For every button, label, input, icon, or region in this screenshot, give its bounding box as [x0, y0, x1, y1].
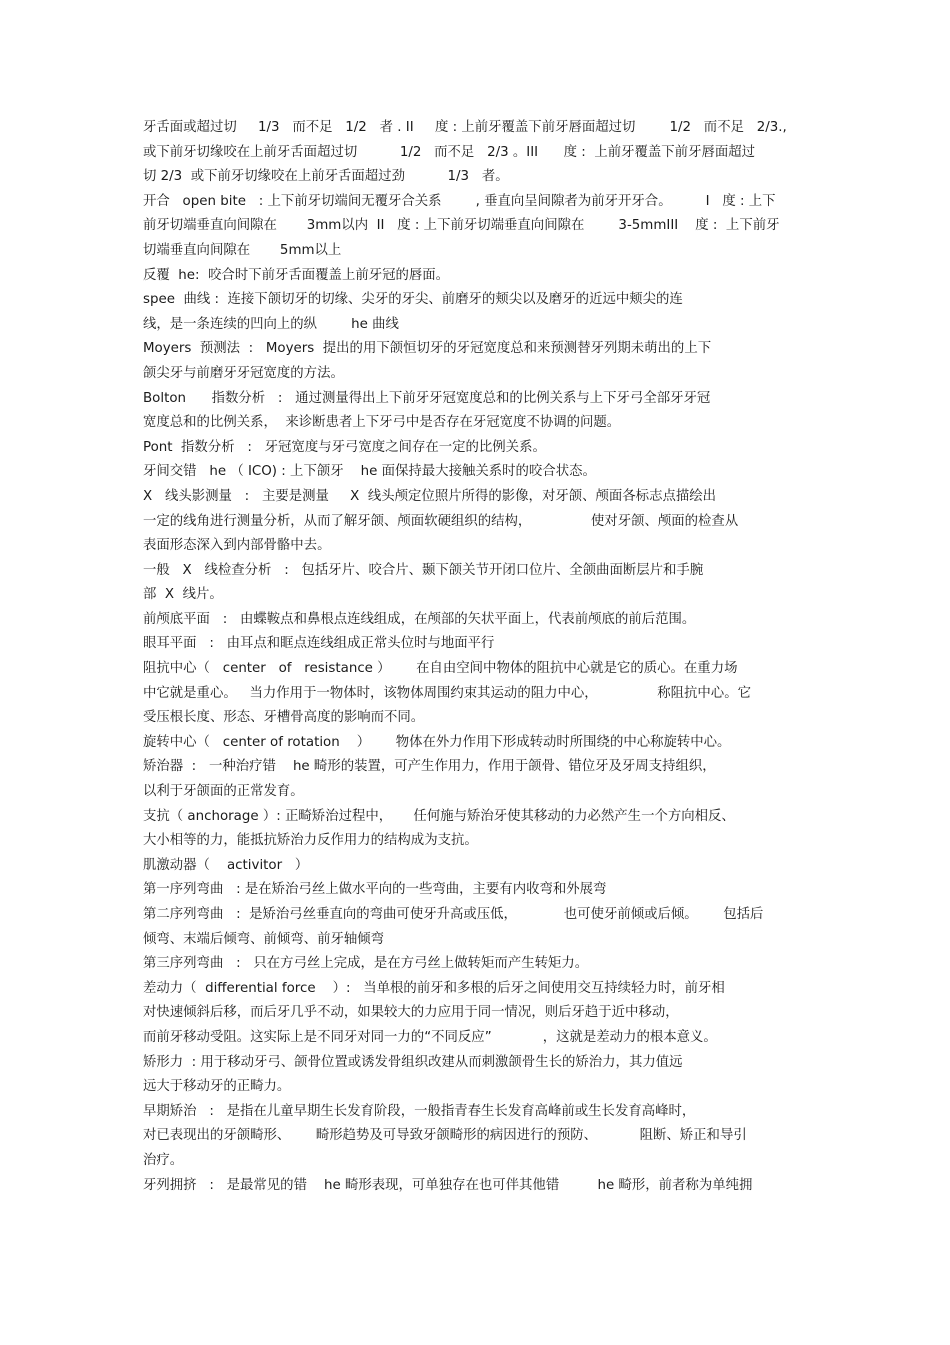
- text-line: 眼耳平面 : 由耳点和眶点连线组成正常头位时与地面平行: [143, 636, 495, 652]
- text-line: 第一序列弯曲 : 是在矫治弓丝上做水平向的一些弯曲，主要有内收弯和外展弯: [143, 882, 607, 898]
- text-line: Pont 指数分析 : 牙冠宽度与牙弓宽度之间存在一定的比例关系。: [143, 439, 546, 455]
- paragraph: [143, 116, 811, 190]
- text-line: 远大于移动牙的正畸力。: [143, 1079, 291, 1095]
- paragraph: [143, 854, 811, 879]
- text-line: 大小相等的力，能抵抗矫治力反作用力的结构成为支抗。: [143, 833, 478, 849]
- text-line: 切 2/3 或下前牙切缘咬在上前牙舌面超过劲 1/3 者。: [143, 169, 509, 185]
- paragraph: [143, 755, 811, 804]
- paragraph: [143, 559, 811, 608]
- text-line: 宽度总和的比例关系， 来诊断患者上下牙弓中是否存在牙冠宽度不协调的问题。: [143, 415, 621, 431]
- text-line: 肌激动器（ activitor ）: [143, 857, 309, 873]
- paragraph: [143, 485, 811, 559]
- paragraph: [143, 903, 811, 952]
- text-line: 表面形态深入到内部骨骼中去。: [143, 538, 331, 554]
- text-line: 切端垂直向间隙在 5mm以上: [143, 242, 342, 258]
- text-line: spee 曲线 : 连接下颌切牙的切缘、尖牙的牙尖、前磨牙的颊尖以及磨牙的近远中颊尖的连: [143, 292, 683, 308]
- text-line: 矫治器 : 一种治疗错 he 畸形的装置，可产生作用力，作用于颌骨、错位牙及牙周支持组织，: [143, 759, 716, 775]
- text-line: 牙间交错 he （ ICO) : 上下颌牙 he 面保持最大接触关系时的咬合状态。: [143, 464, 596, 480]
- text-line: 线，是一条连续的凹向上的纵 he 曲线: [143, 316, 399, 332]
- text-line: 阻抗中心（ center of resistance ） 在自由空间中物体的阻抗中心就是它的质心。在重力场: [143, 661, 738, 677]
- paragraph: [143, 288, 811, 337]
- paragraph: [143, 1051, 811, 1100]
- text-line: X 线头影测量 : 主要是测量 X 线头颅定位照片所得的影像，对牙颌、颅面各标志点描绘出: [143, 488, 717, 504]
- text-line: 反覆 he: 咬合时下前牙舌面覆盖上前牙冠的唇面。: [143, 267, 450, 283]
- text-line: 早期矫治 : 是指在儿童早期生长发育阶段，一般指青春生长发育高峰前或生长发育高峰时，: [143, 1103, 696, 1119]
- paragraph: [143, 878, 811, 903]
- text-line: 开合 open bite : 上下前牙切端间无覆牙合关系 , 垂直向呈间隙者为前牙开牙合。 I 度 : 上下: [143, 193, 776, 209]
- paragraph: [143, 387, 811, 436]
- paragraph: [143, 1100, 811, 1174]
- text-line: 中它就是重心。 当力作用于一物体时，该物体周围约束其运动的阻力中心， 称阻抗中心。它: [143, 685, 751, 701]
- paragraph: [143, 436, 811, 461]
- paragraph: [143, 977, 811, 1051]
- text-line: 一般 X 线检查分析 : 包括牙片、咬合片、颞下颌关节开闭口位片、全颌曲面断层片和手腕: [143, 562, 704, 578]
- text-line: 倾弯、末端后倾弯、前倾弯、前牙轴倾弯: [143, 931, 385, 947]
- text-line: 旋转中心（ center of rotation ） 物体在外力作用下形成转动时所围绕的中心称旋转中心。: [143, 734, 731, 750]
- document-body: [143, 116, 811, 1198]
- paragraph: [143, 657, 811, 731]
- paragraph: [143, 608, 811, 633]
- paragraph: [143, 632, 811, 657]
- text-line: Moyers 预测法 : Moyers 提出的用下颌恒切牙的牙冠宽度总和来预测替牙列期未萌出的上下: [143, 341, 712, 357]
- paragraph: [143, 1174, 811, 1199]
- paragraph: [143, 952, 811, 977]
- text-line: 部 X 线片。: [143, 587, 223, 603]
- text-line: 或下前牙切缘咬在上前牙舌面超过切 1/2 而不足 2/3 。III 度 : 上前牙覆盖下前牙唇面超过: [143, 144, 756, 160]
- text-line: 以利于牙颌面的正常发育。: [143, 784, 304, 800]
- text-line: 第二序列弯曲 : 是矫治弓丝垂直向的弯曲可使牙升高或压低， 也可使牙前倾或后倾。 包括后: [143, 907, 764, 922]
- text-line: 对快速倾斜后移，而后牙几乎不动，如果较大的力应用于同一情况，则后牙趋于近中移动，: [143, 1005, 679, 1021]
- paragraph: [143, 731, 811, 756]
- text-line: 前牙切端垂直向间隙在 3mm以内 II 度 : 上下前牙切端垂直向间隙在 3-5mmIII 度 : 上下前牙: [143, 218, 780, 234]
- text-line: 牙列拥挤 : 是最常见的错 he 畸形表现，可单独存在也可伴其他错 he 畸形，前者称为单纯拥: [143, 1177, 753, 1193]
- text-line: 前颅底平面 : 由蝶鞍点和鼻根点连线组成，在颅部的矢状平面上，代表前颅底的前后范围。: [143, 611, 696, 627]
- text-line: 治疗。: [143, 1152, 184, 1168]
- paragraph: [143, 190, 811, 264]
- text-line: 受压根长度、形态、牙槽骨高度的影响而不同。: [143, 710, 425, 726]
- paragraph: [143, 264, 811, 289]
- text-line: 对已表现出的牙颌畸形、 畸形趋势及可导致牙颌畸形的病因进行的预防、 阻断、矫正和导引: [143, 1128, 747, 1144]
- text-line: 而前牙移动受阻。这实际上是不同牙对同一力的“不同反应” ，这就是差动力的根本意义。: [143, 1029, 717, 1045]
- paragraph: [143, 337, 811, 386]
- paragraph: [143, 460, 811, 485]
- text-line: 第三序列弯曲 : 只在方弓丝上完成，是在方弓丝上做转矩而产生转矩力。: [143, 956, 589, 972]
- text-line: 一定的线角进行测量分析，从而了解牙颌、颅面软硬组织的结构， 使对牙颌、颅面的检查从: [143, 513, 739, 529]
- text-line: Bolton 指数分析 : 通过测量得出上下前牙牙冠宽度总和的比例关系与上下牙弓全部牙牙冠: [143, 390, 711, 406]
- paragraph: [143, 805, 811, 854]
- text-line: 颌尖牙与前磨牙牙冠宽度的方法。: [143, 365, 344, 381]
- text-line: 牙舌面或超过切 1/3 而不足 1/2 者 . II 度 : 上前牙覆盖下前牙唇面超过切 1/2 而不足 2/3.,: [143, 120, 787, 135]
- text-line: 支抗（ anchorage ）: 正畸矫治过程中， 任何施与矫治牙使其移动的力必然产生一个方向相反、: [143, 808, 735, 824]
- text-line: 矫形力 : 用于移动牙弓、颌骨位置或诱发骨组织改建从而刺激颌骨生长的矫治力，其力值远: [143, 1054, 683, 1070]
- text-line: 差动力（ differential force ）: 当单根的前牙和多根的后牙之间使用交互持续轻力时，前牙相: [143, 980, 725, 996]
